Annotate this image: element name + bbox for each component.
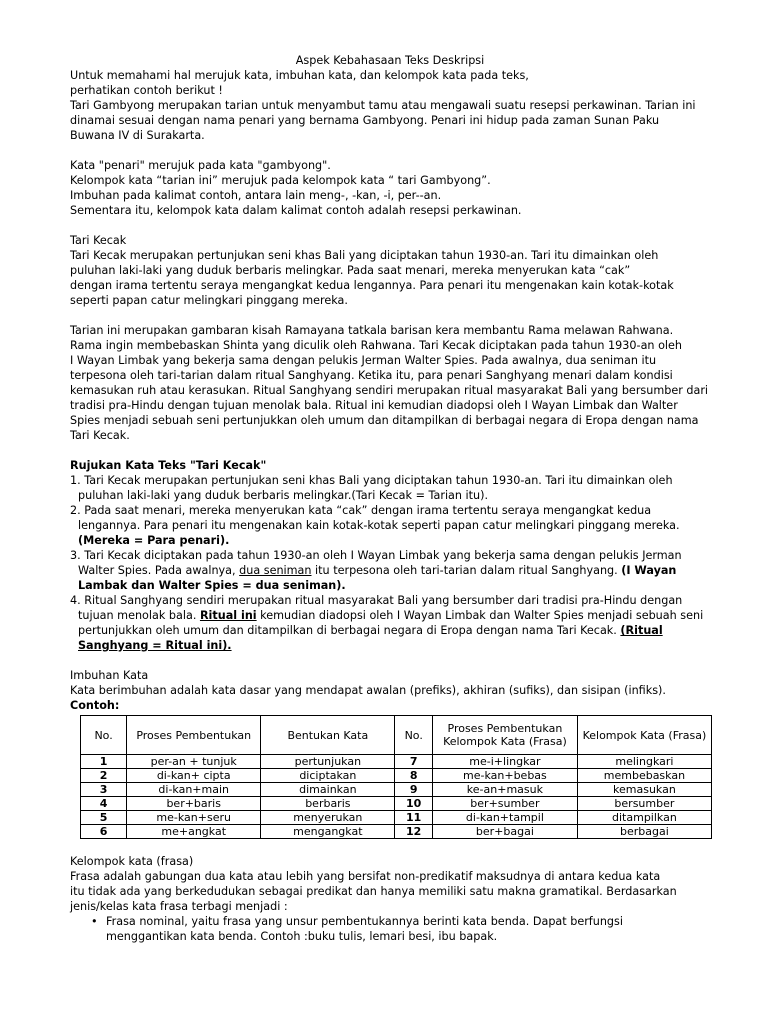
table-cell: di-kan+tampil — [432, 811, 577, 825]
intro-line: Untuk memahami hal merujuk kata, imbuhan kata, dan kelompok kata pada teks, — [70, 69, 529, 82]
kecak-para2-line: Rama ingin membebaskan Shinta yang diculik oleh Rahwana. Tari Kecak diciptakan pada tahun 1930-an oleh — [70, 339, 682, 352]
kecak-para1-line: seperti papan catur melingkari pinggang mereka. — [70, 294, 348, 307]
table-cell: me-i+lingkar — [432, 755, 577, 769]
document-title: Aspek Kebahasaan Teks Deskripsi — [295, 54, 485, 67]
column-header: Kelompok Kata (Frasa) — [577, 716, 711, 755]
column-header: No. — [395, 716, 433, 755]
table-cell: 12 — [395, 825, 433, 839]
table-row — [81, 825, 712, 839]
underlined-term: dua seniman — [239, 564, 312, 577]
table-cell: mengangkat — [261, 825, 395, 839]
table-cell: kemasukan — [577, 783, 711, 797]
table-cell: bersumber — [577, 797, 711, 811]
frasa-description-line: jenis/kelas kata frasa terbagi menjadi : — [70, 900, 288, 913]
table-row — [81, 811, 712, 825]
table-cell: membebaskan — [577, 769, 711, 783]
table-cell: ke-an+masuk — [432, 783, 577, 797]
kecak-para2-line: terpesona oleh tari-tarian dalam ritual Sanghyang. Ketika itu, para penari Sanghyang menari dalam kondisi — [70, 369, 673, 382]
table-cell: dimainkan — [261, 783, 395, 797]
table-cell: 10 — [395, 797, 433, 811]
kecak-para2-line: Tari Kecak. — [70, 429, 130, 442]
intro-line: perhatikan contoh berikut ! — [70, 84, 223, 97]
section-heading-imbuhan: Imbuhan Kata — [70, 669, 149, 682]
rujukan-line — [70, 608, 710, 623]
list-item-line: menggantikan kata benda. Contoh :buku tulis, lemari besi, ibu bapak. — [106, 930, 498, 943]
kecak-para2-line: kemasukan ruh atau kerasukan. Ritual Sanghyang sendiri merupakan ritual masyarakat Bali yang bersumber dari — [70, 384, 709, 397]
rujukan-item-4 — [70, 593, 710, 653]
rujukan-line: 1. Tari Kecak merupakan pertunjukan seni khas Bali yang diciptakan tahun 1930-an. Tari itu dimainkan oleh — [70, 474, 673, 487]
bullet-icon: • — [91, 915, 98, 928]
table-cell: per-an + tunjuk — [127, 755, 261, 769]
section-heading-tari-kecak: Tari Kecak — [70, 234, 127, 247]
column-header: Proses Pembentukan Kelompok Kata (Frasa) — [432, 716, 577, 755]
table-cell: 6 — [81, 825, 127, 839]
table-row — [81, 755, 712, 769]
rujukan-line: 4. Ritual Sanghyang sendiri merupakan ritual masyarakat Bali yang bersumber dari tradisi pra-Hindu dengan — [70, 594, 683, 607]
table-cell: me-kan+bebas — [432, 769, 577, 783]
table-cell: ber+bagai — [432, 825, 577, 839]
table-cell: 3 — [81, 783, 127, 797]
kecak-para2-line: tradisi pra-Hindu dengan tujuan menolak bala. Ritual ini kemudian diadopsi oleh I Wayan Limbak dan Walter — [70, 399, 678, 412]
kecak-para2-line: Spies menjadi sebuah seni pertunjukkan oleh umum dan ditampilkan di berbagai negara di Eropa dengan nama — [70, 414, 699, 427]
rujukan-reference: Sanghyang = Ritual ini). — [78, 639, 232, 652]
example-line: Imbuhan pada kalimat contoh, antara lain meng-, -kan, -i, per--an. — [70, 189, 442, 202]
table-cell: menyerukan — [261, 811, 395, 825]
underlined-term: Ritual ini — [199, 609, 257, 622]
rujukan-item-2 — [70, 503, 710, 548]
table-cell: 8 — [395, 769, 433, 783]
table-cell: me+angkat — [127, 825, 261, 839]
table-cell: 2 — [81, 769, 127, 783]
text-run: Walter Spies. Pada awalnya, — [78, 564, 240, 577]
table-cell: ber+sumber — [432, 797, 577, 811]
example-line: Kata "penari" merujuk pada kata "gambyong". — [70, 159, 331, 172]
kecak-para2-line: Tarian ini merupakan gambaran kisah Ramayana tatkala barisan kera membantu Rama melawan Rahwana. — [70, 324, 674, 337]
frasa-description-line: itu tidak ada yang berkedudukan sebagai predikat dan hanya memiliki satu makna gramatikal. Berdasarkan — [70, 885, 677, 898]
table-cell: 11 — [395, 811, 433, 825]
rujukan-line: lengannya. Para penari itu mengenakan kain kotak-kotak seperti papan catur melingkari pinggang mereka. — [78, 519, 680, 532]
imbuhan-description: Kata berimbuhan adalah kata dasar yang mendapat awalan (prefiks), akhiran (sufiks), dan sisipan (infiks). — [70, 684, 666, 697]
text-run: itu terpesona oleh tari-tarian dalam ritual Sanghyang. — [311, 564, 622, 577]
example-line: Kelompok kata “tarian ini” merujuk pada kelompok kata “ tari Gambyong”. — [70, 174, 491, 187]
column-header: Proses Pembentukan — [127, 716, 261, 755]
table-cell: di-kan+ cipta — [127, 769, 261, 783]
table-cell: 7 — [395, 755, 433, 769]
document-body — [70, 53, 710, 944]
intro-line: dinamai sesuai dengan nama penari yang bernama Gambyong. Penari ini hidup pada zaman Sunan Paku — [70, 114, 660, 127]
table-cell: diciptakan — [261, 769, 395, 783]
table-cell: berbaris — [261, 797, 395, 811]
imbuhan-table — [80, 715, 712, 839]
list-item-line: Frasa nominal, yaitu frasa yang unsur pembentukannya berinti kata benda. Dapat berfungsi — [106, 915, 623, 928]
section-heading-rujukan: Rujukan Kata Teks "Tari Kecak" — [70, 459, 267, 472]
contoh-label: Contoh: — [70, 699, 120, 712]
rujukan-line — [70, 623, 710, 638]
table-cell: me-kan+seru — [127, 811, 261, 825]
table-cell: 9 — [395, 783, 433, 797]
column-header: No. — [81, 716, 127, 755]
text-run: pertunjukkan oleh umum dan ditampilkan di berbagai negara di Eropa dengan nama Tari Kecak. — [78, 624, 621, 637]
table-cell: berbagai — [577, 825, 711, 839]
rujukan-line: 3. Tari Kecak diciptakan pada tahun 1930-an oleh I Wayan Limbak yang bekerja sama dengan pelukis Jerman — [70, 549, 682, 562]
rujukan-line: 2. Pada saat menari, mereka menyerukan kata “cak” dengan irama tertentu seraya mengangkat kedua — [70, 504, 652, 517]
table-cell: 1 — [81, 755, 127, 769]
example-line: Sementara itu, kelompok kata dalam kalimat contoh adalah resepsi perkawinan. — [70, 204, 522, 217]
rujukan-item-3 — [70, 548, 710, 593]
intro-line: Tari Gambyong merupakan tarian untuk menyambut tamu atau mengawali suatu resepsi perkawinan. Tarian ini — [70, 99, 696, 112]
table-cell: ber+baris — [127, 797, 261, 811]
table-cell: ditampilkan — [577, 811, 711, 825]
column-header: Bentukan Kata — [261, 716, 395, 755]
rujukan-line: puluhan laki-laki yang duduk berbaris melingkar.(Tari Kecak = Tarian itu). — [78, 489, 489, 502]
intro-line: Buwana IV di Surakarta. — [70, 129, 205, 142]
text-run: kemudian diadopsi oleh I Wayan Limbak dan Walter Spies menjadi sebuah seni — [256, 609, 704, 622]
rujukan-reference: Lambak dan Walter Spies = dua seniman). — [78, 579, 346, 592]
rujukan-line — [70, 563, 710, 578]
kecak-para2-line: I Wayan Limbak yang bekerja sama dengan pelukis Jerman Walter Spies. Pada awalnya, dua seniman itu — [70, 354, 657, 367]
table-row — [81, 783, 712, 797]
table-cell: pertunjukan — [261, 755, 395, 769]
rujukan-reference: (I Wayan — [621, 564, 677, 577]
section-heading-frasa: Kelompok kata (frasa) — [70, 855, 194, 868]
rujukan-item-1 — [70, 473, 710, 503]
text-run: tujuan menolak bala. — [78, 609, 200, 622]
rujukan-reference: (Mereka = Para penari). — [78, 534, 230, 547]
table-row — [81, 797, 712, 811]
table-cell: melingkari — [577, 755, 711, 769]
rujukan-reference: (Ritual — [620, 624, 663, 637]
table-cell: di-kan+main — [127, 783, 261, 797]
table-cell: 5 — [81, 811, 127, 825]
table-header-row — [81, 716, 712, 755]
frasa-description-line: Frasa adalah gabungan dua kata atau lebih yang bersifat non-predikatif maksudnya di antara kedua kata — [70, 870, 661, 883]
table-row — [81, 769, 712, 783]
table-cell: 4 — [81, 797, 127, 811]
kecak-para1-line: Tari Kecak merupakan pertunjukan seni khas Bali yang diciptakan tahun 1930-an. Tari itu dimainkan oleh — [70, 249, 659, 262]
kecak-para1-line: puluhan laki-laki yang duduk berbaris melingkar. Pada saat menari, mereka menyerukan kata “cak” — [70, 264, 631, 277]
kecak-para1-line: dengan irama tertentu seraya mengangkat kedua lengannya. Para penari itu mengenakan kain kotak-kotak — [70, 279, 674, 292]
list-item — [70, 914, 710, 944]
